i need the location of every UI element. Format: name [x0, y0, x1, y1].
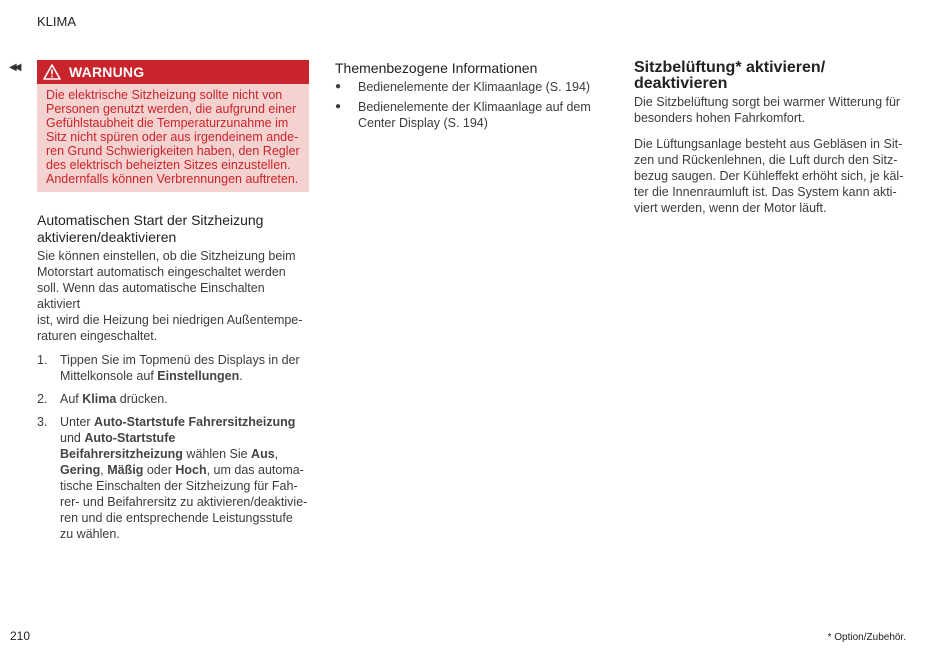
step-number: 1. — [37, 353, 48, 367]
warning-text — [37, 84, 309, 192]
column-left — [37, 60, 309, 549]
step-number: 2. — [37, 392, 48, 406]
text-line — [60, 430, 307, 446]
text-line: ist, wird die Heizung bei niedrigen Außentempe- — [37, 313, 303, 327]
warning-line: Die elektrische Sitzheizung sollte nicht von — [46, 88, 283, 102]
ventilation-body — [634, 136, 910, 216]
text-line: raturen eingeschaltet. — [37, 329, 158, 343]
text-fragment: . — [239, 369, 243, 383]
heading-line: Sitzbelüftung* aktivieren/ — [634, 59, 826, 76]
text-line — [60, 368, 300, 384]
warning-line: Personen genutzt werden, die aufgrund einer — [46, 102, 297, 116]
menu-term: Auto-Startstufe Fahrersitzheizung — [94, 415, 296, 429]
related-heading: Themenbezogene Informationen — [335, 60, 538, 76]
warning-triangle-icon — [43, 64, 61, 80]
steps-list — [37, 352, 309, 542]
column-middle — [335, 60, 597, 135]
text-line — [60, 414, 307, 430]
text-line: rer- und Beifahrersitz zu aktivieren/deaktivie- — [60, 495, 308, 509]
text-line — [60, 446, 307, 462]
heading-line: aktivieren/deaktivieren — [37, 229, 177, 245]
text-fragment: , — [274, 447, 279, 461]
text-line: zen und Rückenlehnen, die Luft durch den Sitz- — [634, 153, 898, 167]
step-text — [60, 391, 168, 407]
warning-title: WARNUNG — [69, 64, 145, 80]
chapter-title: KLIMA — [37, 14, 77, 29]
step-item — [37, 414, 309, 542]
menu-term: Aus — [251, 447, 275, 461]
warning-line: des elektrisch beheizten Sitzes einzustellen. — [46, 158, 291, 172]
ventilation-intro — [634, 94, 910, 126]
warning-line: Gefühlstaubheit die Temperaturzunahme im — [46, 116, 289, 130]
autostart-heading — [37, 212, 309, 246]
heading-line: Automatischen Start der Sitzheizung — [37, 212, 264, 228]
page-number: 210 — [10, 629, 31, 643]
related-item[interactable] — [335, 99, 597, 131]
step-text — [60, 352, 300, 384]
text-line: Tippen Sie im Topmenü des Displays in der — [60, 353, 300, 367]
warning-line: Andernfalls können Verbrennungen auftreten. — [46, 172, 299, 186]
related-item[interactable] — [335, 79, 597, 95]
text-line: viert werden, wenn der Motor läuft. — [634, 201, 827, 215]
text-fragment: Unter — [60, 415, 95, 429]
ventilation-heading — [634, 60, 910, 92]
autostart-intro — [37, 248, 309, 344]
menu-term: Klima — [82, 392, 117, 406]
step-item — [37, 352, 309, 384]
double-left-arrow-icon[interactable]: ◀◀ — [9, 62, 19, 73]
heading-line: deaktivieren — [634, 75, 728, 92]
related-list — [335, 79, 597, 131]
text-fragment: und — [60, 431, 85, 445]
text-line: Bedienelemente der Klimaanlage auf dem — [358, 100, 591, 114]
menu-term: Hoch — [175, 463, 207, 477]
warning-line: Sitz nicht spüren oder aus irgendeinem ande- — [46, 130, 299, 144]
text-line: Sie können einstellen, ob die Sitzheizung beim — [37, 249, 296, 263]
text-line: Die Sitzbelüftung sorgt bei warmer Witterung für — [634, 95, 901, 109]
text-line: Center Display (S. 194) — [358, 116, 488, 130]
menu-term: Einstellungen — [157, 369, 240, 383]
warning-header — [37, 60, 309, 84]
column-right — [634, 60, 910, 216]
text-line: zu wählen. — [60, 527, 120, 541]
related-link[interactable] — [358, 99, 591, 131]
text-fragment: wählen Sie — [182, 447, 252, 461]
footnote: * Option/Zubehör. — [827, 632, 906, 643]
text-fragment: drücken. — [116, 392, 168, 406]
menu-term: Auto-Startstufe — [84, 431, 176, 445]
step-text — [60, 414, 307, 542]
text-line: bezug saugen. Der Kühleffekt erhöht sich, je käl- — [634, 169, 904, 183]
warning-line: ren Grund Schwierigkeiten haben, den Regler — [46, 144, 300, 158]
text-line: Motorstart automatisch eingeschaltet werden — [37, 265, 286, 279]
menu-term: Gering — [60, 463, 101, 477]
text-fragment: , — [100, 463, 108, 477]
text-fragment: oder — [143, 463, 176, 477]
text-line: ter die Innenraumluft ist. Das System kann akti- — [634, 185, 897, 199]
text-line: tische Einschalten der Sitzheizung für Fah- — [60, 479, 298, 493]
text-line — [60, 462, 307, 478]
step-number: 3. — [37, 415, 48, 429]
text-line: besonders hohen Fahrkomfort. — [634, 111, 805, 125]
text-fragment: Mittelkonsole auf — [60, 369, 158, 383]
menu-term: Mäßig — [107, 463, 144, 477]
bullet-icon: ● — [335, 81, 342, 92]
text-fragment: Auf — [60, 392, 83, 406]
text-line: Die Lüftungsanlage besteht aus Gebläsen in Sit- — [634, 137, 903, 151]
step-item — [37, 391, 309, 407]
warning-box — [37, 60, 309, 192]
text-fragment: , um das automa- — [206, 463, 304, 477]
text-line: ren und die entsprechende Leistungsstufe — [60, 511, 293, 525]
related-link[interactable] — [358, 79, 590, 95]
text-line: Bedienelemente der Klimaanlage (S. 194) — [358, 80, 591, 94]
bullet-icon: ● — [335, 101, 342, 112]
menu-term: Beifahrersitzheizung — [60, 447, 183, 461]
text-line: soll. Wenn das automatische Einschalten aktiviert — [37, 281, 265, 311]
